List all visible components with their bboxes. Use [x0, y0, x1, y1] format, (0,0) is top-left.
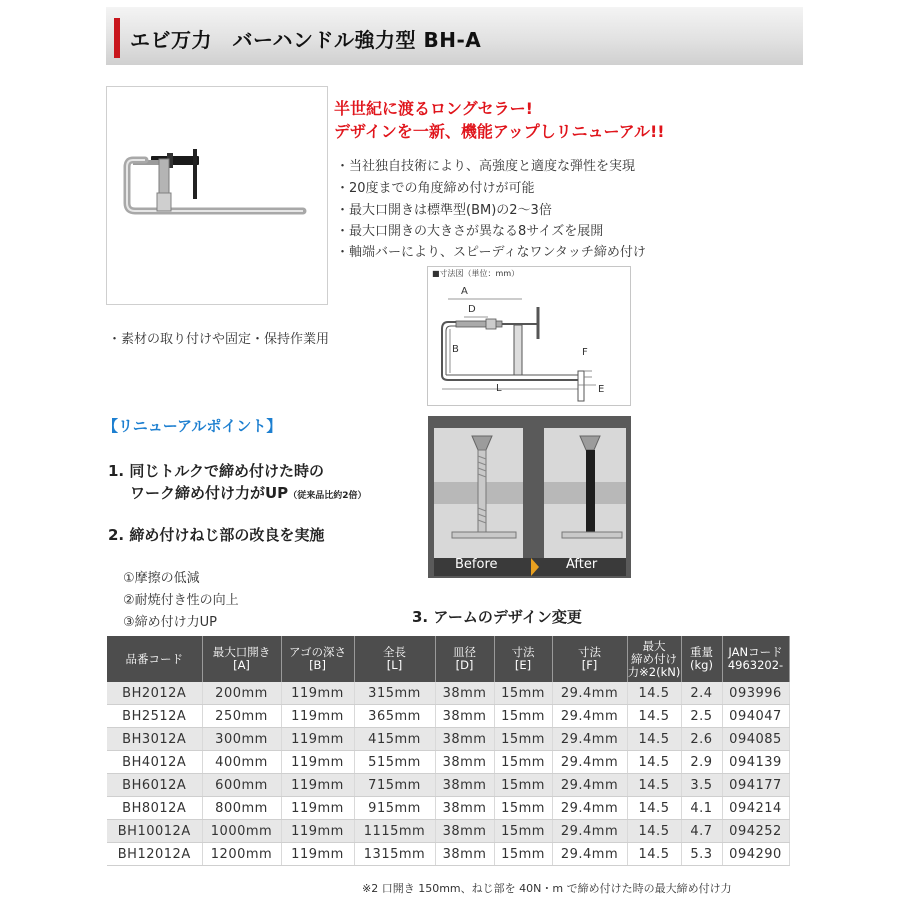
table-cell: 915mm	[354, 797, 435, 820]
table-row	[107, 843, 789, 866]
product-code-cell: BH2012A	[107, 682, 202, 705]
page-title: エビ万力 バーハンドル強力型 BH-A	[130, 28, 482, 52]
table-cell: 14.5	[627, 728, 681, 751]
table-row	[107, 728, 789, 751]
column-header-line: 品番コード	[125, 651, 183, 666]
dimension-label-d: D	[468, 304, 476, 315]
table-cell: 38mm	[435, 820, 494, 843]
diagram-caption: ■寸法図（単位：mm）	[432, 269, 520, 278]
before-label: Before	[455, 557, 498, 572]
column-header-line: (kg)	[690, 658, 713, 672]
table-cell: 5.3	[681, 843, 722, 866]
table-cell: 29.4mm	[552, 751, 627, 774]
table-cell: 38mm	[435, 751, 494, 774]
table-cell: 119mm	[281, 705, 354, 728]
column-header-line: 寸法	[511, 645, 535, 659]
table-cell: 600mm	[202, 774, 281, 797]
column-header	[202, 636, 281, 682]
column-header-line: [D]	[455, 658, 474, 672]
product-code-cell: BH2512A	[107, 705, 202, 728]
table-cell: 094177	[722, 774, 789, 797]
table-row	[107, 820, 789, 843]
table-cell: 2.9	[681, 751, 722, 774]
tagline-longseller: 半世紀に渡るロングセラー!	[334, 99, 533, 118]
table-cell: 15mm	[494, 705, 552, 728]
feature-item: ・当社独自技術により、高強度と適度な弾性を実現	[336, 159, 636, 174]
column-header-line: 最大口開き	[212, 645, 271, 659]
column-header-line: [A]	[233, 658, 250, 672]
spec-table	[107, 636, 790, 866]
table-cell: 800mm	[202, 797, 281, 820]
renewal-sub-item: ①摩擦の低減	[123, 571, 200, 586]
table-cell: 29.4mm	[552, 843, 627, 866]
before-after-photo	[428, 416, 631, 578]
table-cell: 094047	[722, 705, 789, 728]
table-cell: 094290	[722, 843, 789, 866]
table-cell: 38mm	[435, 774, 494, 797]
table-cell: 4.1	[681, 797, 722, 820]
column-header	[681, 636, 722, 682]
table-row	[107, 797, 789, 820]
renewal-point-3: 3. アームのデザイン変更	[412, 608, 582, 626]
product-code-cell: BH12012A	[107, 843, 202, 866]
tagline-renewal: デザインを一新、機能アップしリニューアル!!	[334, 122, 665, 141]
product-code-cell: BH6012A	[107, 774, 202, 797]
table-cell: 093996	[722, 682, 789, 705]
table-cell: 14.5	[627, 797, 681, 820]
table-cell: 119mm	[281, 820, 354, 843]
table-cell: 14.5	[627, 751, 681, 774]
column-header	[722, 636, 789, 682]
table-cell: 14.5	[627, 774, 681, 797]
column-header-line: 寸法	[578, 645, 601, 659]
table-cell: 094085	[722, 728, 789, 751]
feature-item: ・最大口開きの大きさが異なる8サイズを展開	[336, 224, 604, 239]
table-cell: 094252	[722, 820, 789, 843]
table-cell: 38mm	[435, 705, 494, 728]
table-cell: 29.4mm	[552, 797, 627, 820]
table-cell: 15mm	[494, 728, 552, 751]
table-cell: 29.4mm	[552, 682, 627, 705]
table-cell: 119mm	[281, 843, 354, 866]
column-header-line: 締め付け	[631, 651, 677, 666]
table-cell: 29.4mm	[552, 820, 627, 843]
table-cell: 15mm	[494, 843, 552, 866]
table-row	[107, 682, 789, 705]
table-cell: 119mm	[281, 728, 354, 751]
renewal-points-heading: 【リニューアルポイント】	[103, 417, 282, 435]
table-cell: 1115mm	[354, 820, 435, 843]
renewal-point-1-note: （従来品比約2倍）	[288, 491, 367, 501]
column-header	[552, 636, 627, 682]
dimension-label-b: B	[452, 344, 459, 355]
table-cell: 1000mm	[202, 820, 281, 843]
table-cell: 14.5	[627, 820, 681, 843]
table-cell: 2.4	[681, 682, 722, 705]
column-header-line: 重量	[690, 645, 713, 659]
table-cell: 2.5	[681, 705, 722, 728]
table-cell: 3.5	[681, 774, 722, 797]
feature-item: ・20度までの角度締め付けが可能	[336, 181, 535, 196]
usage-note: ・素材の取り付けや固定・保持作業用	[108, 332, 330, 347]
table-cell: 2.6	[681, 728, 722, 751]
table-row	[107, 751, 789, 774]
table-cell: 715mm	[354, 774, 435, 797]
table-cell: 38mm	[435, 728, 494, 751]
feature-item: ・軸端バーにより、スピーディなワンタッチ締め付け	[336, 245, 646, 260]
column-header-line: 4963202-	[727, 658, 784, 672]
column-header-line: [F]	[581, 658, 598, 672]
table-row	[107, 705, 789, 728]
table-cell: 1315mm	[354, 843, 435, 866]
table-row	[107, 774, 789, 797]
column-header-line: [L]	[386, 658, 403, 672]
table-cell: 15mm	[494, 820, 552, 843]
table-cell: 29.4mm	[552, 705, 627, 728]
renewal-point-1-line1: 1. 同じトルクで締め付けた時の	[108, 462, 325, 480]
renewal-point-1-text: ワーク締め付け力がUP	[130, 484, 289, 502]
product-code-cell: BH10012A	[107, 820, 202, 843]
column-header	[281, 636, 354, 682]
table-cell: 38mm	[435, 843, 494, 866]
table-cell: 250mm	[202, 705, 281, 728]
dimension-label-f: F	[582, 347, 588, 358]
table-cell: 15mm	[494, 797, 552, 820]
column-header-line: 最大	[642, 638, 666, 653]
product-code-cell: BH8012A	[107, 797, 202, 820]
column-header-line: [B]	[309, 658, 326, 672]
dimension-label-a: A	[461, 286, 468, 297]
table-cell: 38mm	[435, 682, 494, 705]
dimension-label-l: L	[496, 383, 502, 394]
renewal-point-2: 2. 締め付けねじ部の改良を実施	[108, 526, 325, 544]
table-body	[107, 682, 789, 866]
table-cell: 094214	[722, 797, 789, 820]
clamp-product-image	[107, 87, 327, 304]
renewal-point-1-line2	[130, 482, 366, 503]
column-header	[354, 636, 435, 682]
column-header	[627, 636, 681, 682]
table-cell: 094139	[722, 751, 789, 774]
table-cell: 315mm	[354, 682, 435, 705]
table-cell: 400mm	[202, 751, 281, 774]
column-header	[435, 636, 494, 682]
table-cell: 15mm	[494, 682, 552, 705]
table-cell: 14.5	[627, 705, 681, 728]
column-header-line: アゴの深さ	[289, 645, 346, 659]
table-cell: 119mm	[281, 751, 354, 774]
table-cell: 29.4mm	[552, 728, 627, 751]
table-cell: 4.7	[681, 820, 722, 843]
renewal-sub-item: ②耐焼付き性の向上	[123, 593, 239, 608]
table-header-row	[107, 636, 789, 682]
product-code-cell: BH4012A	[107, 751, 202, 774]
before-after-image	[428, 416, 631, 578]
title-accent-bar	[114, 18, 120, 58]
table-cell: 14.5	[627, 843, 681, 866]
table-cell: 119mm	[281, 797, 354, 820]
table-cell: 119mm	[281, 774, 354, 797]
feature-item: ・最大口開きは標準型(BM)の2～3倍	[336, 203, 552, 218]
after-label: After	[566, 557, 598, 572]
product-code-cell: BH3012A	[107, 728, 202, 751]
column-header	[494, 636, 552, 682]
table-cell: 415mm	[354, 728, 435, 751]
column-header-line: JANコード	[728, 645, 783, 659]
column-header-line: 皿径	[453, 645, 476, 659]
table-cell: 14.5	[627, 682, 681, 705]
dimension-label-e: E	[598, 384, 605, 395]
table-cell: 300mm	[202, 728, 281, 751]
table-cell: 38mm	[435, 797, 494, 820]
column-header-line: 力※2(kN)	[627, 664, 681, 679]
table-cell: 15mm	[494, 774, 552, 797]
table-cell: 29.4mm	[552, 774, 627, 797]
column-header-line: 全長	[383, 645, 406, 659]
table-cell: 15mm	[494, 751, 552, 774]
renewal-sub-item: ③締め付け力UP	[123, 615, 218, 630]
column-header-line: [E]	[514, 658, 532, 672]
table-cell: 119mm	[281, 682, 354, 705]
table-footnote: ※2 口開き 150mm、ねじ部を 40N・m で締め付けた時の最大締め付け力	[362, 882, 732, 895]
column-header	[107, 636, 202, 682]
table-cell: 365mm	[354, 705, 435, 728]
table-cell: 515mm	[354, 751, 435, 774]
product-image-frame	[106, 86, 328, 305]
table-cell: 200mm	[202, 682, 281, 705]
table-cell: 1200mm	[202, 843, 281, 866]
